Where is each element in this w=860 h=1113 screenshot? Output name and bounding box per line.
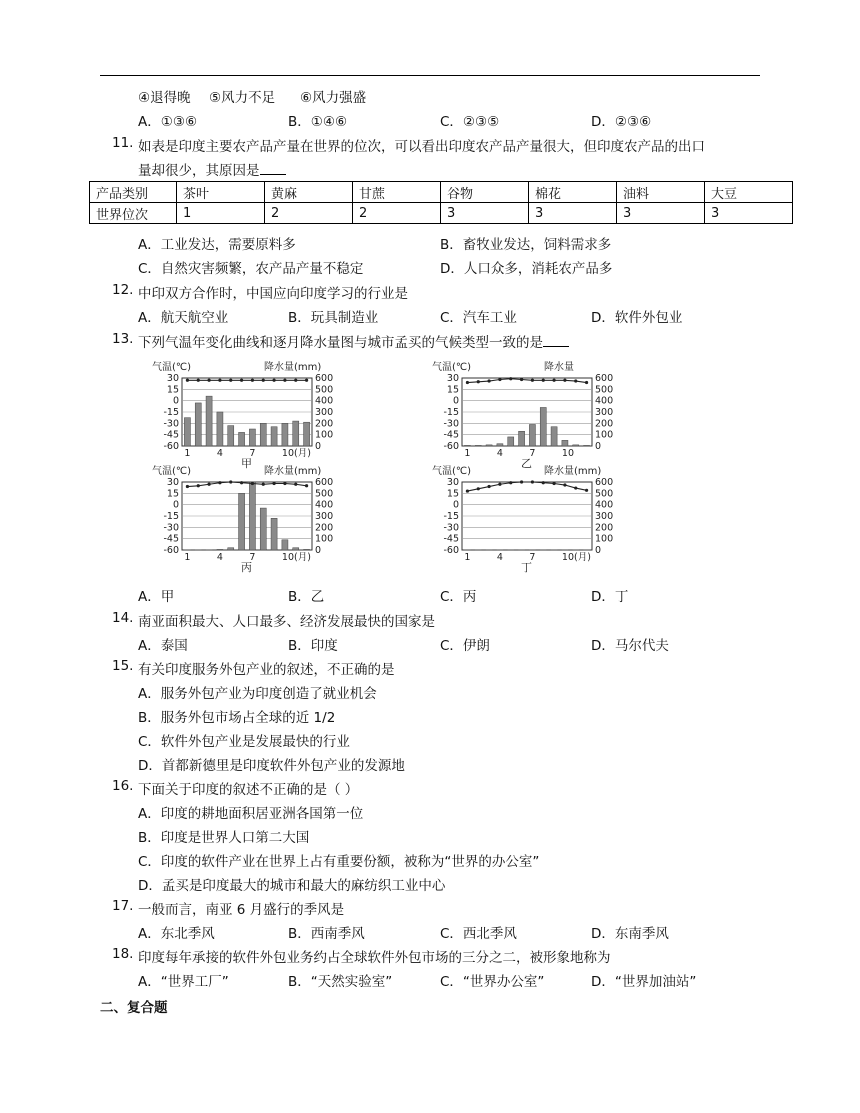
q16-option-c[interactable]: C．印度的软件产业在世界上占有重要份额，被称为“世界的办公室” <box>138 854 540 870</box>
temperature-point <box>272 379 275 382</box>
temperature-point <box>262 379 265 382</box>
precipitation-tick-label: 600 <box>315 477 334 488</box>
temperature-tick-label: 30 <box>166 477 179 488</box>
temperature-point <box>294 379 297 382</box>
table-cell: 2 <box>353 203 441 224</box>
precipitation-bar <box>475 445 481 446</box>
precipitation-tick-label: 300 <box>595 407 614 418</box>
climate-charts <box>150 356 620 578</box>
precipitation-tick-label: 200 <box>315 522 334 534</box>
chart-name-label: 丙 <box>241 561 252 574</box>
q14-option-a[interactable]: A．泰国 <box>138 638 188 654</box>
temperature-tick-label: -15 <box>443 511 459 522</box>
month-tick-label: 7 <box>249 448 256 459</box>
chart-name-label: 甲 <box>241 457 252 470</box>
precipitation-bar <box>497 444 503 446</box>
precipitation-bar <box>508 437 514 446</box>
precipitation-bar <box>584 445 590 446</box>
q13-option-b[interactable]: B．乙 <box>288 589 325 605</box>
table-cell: 大豆 <box>705 182 793 203</box>
temperature-point <box>563 483 566 486</box>
chart-name-label: 乙 <box>521 457 532 470</box>
q18-option-d[interactable]: D．“世界加油站” <box>591 974 697 990</box>
month-tick-label: 1 <box>464 552 471 563</box>
precipitation-tick-label: 500 <box>595 488 614 500</box>
precipitation-tick-label: 400 <box>595 395 614 407</box>
q17-number: 17. <box>112 898 134 914</box>
precipitation-tick-label: 100 <box>595 533 614 545</box>
q16-text: 下面关于印度的叙述不正确的是（ ） <box>138 782 359 798</box>
precipitation-bar <box>217 549 223 550</box>
temperature-point <box>229 480 232 483</box>
temperature-tick-label: -30 <box>443 522 459 534</box>
table-row <box>90 203 793 224</box>
temperature-point <box>305 379 308 382</box>
precipitation-bar <box>282 423 288 446</box>
precipitation-bar <box>464 445 470 446</box>
q12-option-a[interactable]: A．航天航空业 <box>138 310 229 326</box>
q13-option-c[interactable]: C．丙 <box>440 589 477 605</box>
temperature-line <box>467 482 586 491</box>
temperature-point <box>207 483 210 486</box>
temperature-point <box>563 379 566 382</box>
q15-text: 有关印度服务外包产业的叙述，不正确的是 <box>138 662 395 678</box>
top-option-4: ④退得晚 <box>138 90 191 106</box>
q18-option-a[interactable]: A．“世界工厂” <box>138 974 229 990</box>
q14-option-d[interactable]: D．马尔代夫 <box>591 638 669 654</box>
precipitation-bar <box>184 418 190 446</box>
temperature-point <box>272 482 275 485</box>
temperature-tick-label: 15 <box>446 384 459 396</box>
precipitation-tick-label: 200 <box>315 418 334 430</box>
top-option-5: ⑤风力不足 <box>209 90 276 106</box>
temperature-point <box>542 379 545 382</box>
q11-option-a[interactable]: A．工业发达，需要原料多 <box>138 237 296 253</box>
q18-text: 印度每年承接的软件外包业务约占全球软件外包市场的三分之二，被形象地称为 <box>138 950 611 966</box>
q13-text: 下列气温年变化曲线和逐月降水量图与城市孟买的气候类型一致的是 <box>138 331 569 351</box>
precipitation-tick-label: 100 <box>315 429 334 441</box>
q12-option-c[interactable]: C．汽车工业 <box>440 310 517 326</box>
month-tick-label: 1 <box>184 448 191 459</box>
q13-number: 13. <box>112 331 134 347</box>
temperature-tick-label: 0 <box>452 499 459 511</box>
temperature-point <box>487 485 490 488</box>
table-cell: 3 <box>529 203 617 224</box>
temperature-point <box>585 381 588 384</box>
table-cell: 茶叶 <box>177 182 265 203</box>
q11-text-1: 如表是印度主要农产品产量在世界的位次，可以看出印度农产品产量很大，但印度农产品的出口 <box>138 139 705 155</box>
temperature-tick-label: 15 <box>166 488 179 500</box>
q17-text: 一般而言，南亚 6 月盛行的季风是 <box>138 902 345 918</box>
temperature-line <box>467 379 586 383</box>
table-cell: 3 <box>441 203 529 224</box>
q16-option-d[interactable]: D．孟买是印度最大的城市和最大的麻纺织工业中心 <box>138 878 446 894</box>
temperature-tick-label: -60 <box>443 441 459 452</box>
q12-text: 中印双方合作时，中国应向印度学习的行业是 <box>138 286 408 302</box>
table-cell: 油料 <box>617 182 705 203</box>
chart-name-label: 丁 <box>521 561 532 574</box>
temperature-tick-label: -45 <box>163 429 179 441</box>
temperature-axis-label: 气温(℃) <box>152 466 192 477</box>
temperature-point <box>531 480 534 483</box>
table-cell: 2 <box>265 203 353 224</box>
temperature-point <box>283 379 286 382</box>
temperature-point <box>283 482 286 485</box>
month-tick-label: 10(月) <box>281 448 311 459</box>
top-option-6: ⑥风力强盛 <box>300 90 367 106</box>
temperature-point <box>542 481 545 484</box>
month-tick-label: 10(月) <box>281 552 311 563</box>
month-tick-label: 1 <box>464 448 471 459</box>
temperature-point <box>229 379 232 382</box>
month-tick-label: 7 <box>529 448 536 459</box>
table-cell: 3 <box>617 203 705 224</box>
temperature-point <box>218 379 221 382</box>
temperature-point <box>197 484 200 487</box>
q11-option-c[interactable]: C．自然灾害频繁，农产品产量不稳定 <box>138 261 364 277</box>
precipitation-tick-label: 500 <box>315 384 334 396</box>
q14-text: 南亚面积最大、人口最多、经济发展最快的国家是 <box>138 614 435 630</box>
q11-text-2: 量却很少，其原因是 <box>138 159 286 179</box>
month-tick-label: 10(月) <box>561 552 591 563</box>
temperature-tick-label: 0 <box>452 395 459 407</box>
precipitation-tick-label: 0 <box>595 441 602 452</box>
precipitation-tick-label: 300 <box>595 511 614 522</box>
temperature-point <box>487 379 490 382</box>
table-cell: 1 <box>177 203 265 224</box>
q13-option-d[interactable]: D．丁 <box>591 589 629 605</box>
temperature-tick-label: -45 <box>443 533 459 545</box>
q10-option-a[interactable]: A．①③⑥ <box>138 114 198 130</box>
temperature-point <box>498 378 501 381</box>
table-cell: 谷物 <box>441 182 529 203</box>
q17-option-c[interactable]: C．西北季风 <box>440 926 517 942</box>
temperature-point <box>251 379 254 382</box>
precipitation-bar <box>217 412 223 446</box>
temperature-point <box>305 484 308 487</box>
temperature-point <box>552 379 555 382</box>
q17-option-a[interactable]: A．东北季风 <box>138 926 215 942</box>
temperature-tick-label: -45 <box>163 533 179 545</box>
temperature-point <box>197 379 200 382</box>
precipitation-bar <box>573 445 579 446</box>
table-cell: 棉花 <box>529 182 617 203</box>
q14-number: 14. <box>112 610 134 626</box>
temperature-point <box>520 378 523 381</box>
temperature-tick-label: 30 <box>166 373 179 384</box>
q10-option-b[interactable]: B．①④⑥ <box>288 114 348 130</box>
precipitation-tick-label: 600 <box>595 477 614 488</box>
month-tick-label: 4 <box>496 448 503 459</box>
precipitation-axis-label: 降水量(mm) <box>264 466 322 477</box>
temperature-point <box>477 380 480 383</box>
q15-option-c[interactable]: C．软件外包产业是发展最快的行业 <box>138 734 350 750</box>
q14-option-c[interactable]: C．伊朗 <box>440 638 490 654</box>
table-header-row <box>90 182 793 203</box>
temperature-axis-label: 气温(℃) <box>432 362 472 373</box>
q15-option-b[interactable]: B．服务外包市场占全球的近 1/2 <box>138 710 336 726</box>
temperature-point <box>585 489 588 492</box>
temperature-tick-label: 15 <box>166 384 179 396</box>
precipitation-tick-label: 500 <box>595 384 614 396</box>
temperature-point <box>240 481 243 484</box>
precipitation-tick-label: 300 <box>315 407 334 418</box>
temperature-tick-label: -15 <box>443 407 459 418</box>
precipitation-bar <box>293 421 299 446</box>
q13-option-a[interactable]: A．甲 <box>138 589 175 605</box>
temperature-point <box>498 483 501 486</box>
precipitation-tick-label: 200 <box>595 418 614 430</box>
precipitation-bar <box>304 549 310 550</box>
precipitation-tick-label: 0 <box>315 441 322 452</box>
q12-number: 12. <box>112 282 134 298</box>
precipitation-axis-label: 降水量(mm) <box>544 466 602 477</box>
header-rule <box>100 75 760 76</box>
q18-option-b[interactable]: B．“天然实验室” <box>288 974 393 990</box>
temperature-point <box>509 377 512 380</box>
q16-number: 16. <box>112 778 134 794</box>
temperature-tick-label: 15 <box>446 488 459 500</box>
precipitation-bar <box>304 422 310 446</box>
table-cell: 黄麻 <box>265 182 353 203</box>
q12-option-b[interactable]: B．玩具制造业 <box>288 310 379 326</box>
month-tick-label: 10 <box>561 448 575 459</box>
precipitation-tick-label: 600 <box>315 373 334 384</box>
temperature-point <box>574 486 577 489</box>
temperature-tick-label: 0 <box>172 499 179 511</box>
temperature-point <box>574 379 577 382</box>
month-tick-label: 4 <box>216 552 223 563</box>
q18-number: 18. <box>112 946 134 962</box>
temperature-point <box>186 379 189 382</box>
temperature-tick-label: -60 <box>163 545 179 556</box>
temperature-tick-label: -45 <box>443 429 459 441</box>
temperature-point <box>262 483 265 486</box>
precipitation-bar <box>519 431 525 446</box>
precipitation-bar <box>239 493 245 550</box>
precipitation-bar <box>228 548 234 550</box>
q15-option-d[interactable]: D．首都新德里是印度软件外包产业的发源地 <box>138 758 405 774</box>
temperature-tick-label: -60 <box>443 545 459 556</box>
precipitation-bar <box>271 518 277 550</box>
precipitation-tick-label: 200 <box>595 522 614 534</box>
table-cell: 产品类别 <box>90 182 177 203</box>
precipitation-axis-label: 降水量(mm) <box>264 362 322 373</box>
q15-number: 15. <box>112 658 134 674</box>
precipitation-bar <box>529 424 535 446</box>
month-tick-label: 7 <box>529 552 536 563</box>
q12-option-d[interactable]: D．软件外包业 <box>591 310 683 326</box>
precipitation-bar <box>271 427 277 446</box>
temperature-axis-label: 气温(℃) <box>152 362 192 373</box>
temperature-point <box>509 481 512 484</box>
precipitation-tick-label: 300 <box>315 511 334 522</box>
temperature-point <box>218 481 221 484</box>
q10-option-c[interactable]: C．②③⑤ <box>440 114 500 130</box>
temperature-tick-label: -30 <box>443 418 459 430</box>
precipitation-bar <box>249 429 255 446</box>
temperature-tick-label: 30 <box>446 477 459 488</box>
precipitation-bar <box>260 423 266 446</box>
temperature-tick-label: -15 <box>163 511 179 522</box>
precipitation-tick-label: 400 <box>595 499 614 511</box>
precipitation-tick-label: 600 <box>595 373 614 384</box>
precipitation-bar <box>486 445 492 446</box>
section-heading: 二、复合题 <box>100 1000 168 1016</box>
month-tick-label: 7 <box>249 552 256 563</box>
q17-option-d[interactable]: D．东南季风 <box>591 926 669 942</box>
precipitation-bar <box>260 508 266 550</box>
precipitation-tick-label: 400 <box>315 499 334 511</box>
precipitation-bar <box>228 426 234 446</box>
temperature-point <box>477 487 480 490</box>
precipitation-bar <box>282 540 288 550</box>
month-tick-label: 4 <box>496 552 503 563</box>
q11-number: 11. <box>112 135 134 151</box>
climate-charts-svg <box>150 356 620 578</box>
temperature-line <box>187 482 306 487</box>
precipitation-bar <box>239 432 245 446</box>
q16-option-b[interactable]: B．印度是世界人口第二大国 <box>138 830 310 846</box>
precipitation-tick-label: 0 <box>595 545 602 556</box>
temperature-point <box>520 480 523 483</box>
month-tick-label: 4 <box>216 448 223 459</box>
table-cell: 3 <box>705 203 793 224</box>
precipitation-tick-label: 0 <box>315 545 322 556</box>
temperature-point <box>240 379 243 382</box>
precipitation-bar <box>540 407 546 446</box>
precipitation-tick-label: 400 <box>315 395 334 407</box>
temperature-point <box>207 379 210 382</box>
precipitation-bar <box>551 427 557 446</box>
table-cell: 甘蔗 <box>353 182 441 203</box>
precipitation-bar <box>249 482 255 550</box>
temperature-point <box>466 381 469 384</box>
temperature-point <box>552 482 555 485</box>
temperature-tick-label: -30 <box>163 522 179 534</box>
temperature-tick-label: 0 <box>172 395 179 407</box>
temperature-point <box>531 379 534 382</box>
temperature-point <box>466 489 469 492</box>
precipitation-tick-label: 500 <box>315 488 334 500</box>
precipitation-tick-label: 100 <box>315 533 334 545</box>
q11-option-b[interactable]: B．畜牧业发达，饲料需求多 <box>440 237 612 253</box>
crop-rank-table <box>89 181 793 224</box>
q15-option-a[interactable]: A．服务外包产业为印度创造了就业机会 <box>138 686 377 702</box>
precipitation-tick-label: 100 <box>595 429 614 441</box>
precipitation-bar <box>562 440 568 446</box>
precipitation-axis-label: 降水量 <box>544 362 574 373</box>
month-tick-label: 1 <box>184 552 191 563</box>
temperature-tick-label: -60 <box>163 441 179 452</box>
q14-option-b[interactable]: B．印度 <box>288 638 338 654</box>
precipitation-bar <box>206 396 212 446</box>
table-cell: 世界位次 <box>90 203 177 224</box>
temperature-point <box>294 483 297 486</box>
temperature-tick-label: 30 <box>446 373 459 384</box>
q18-option-c[interactable]: C．“世界办公室” <box>440 974 545 990</box>
temperature-point <box>251 482 254 485</box>
q16-option-a[interactable]: A．印度的耕地面积居亚洲各国第一位 <box>138 806 364 822</box>
precipitation-bar <box>293 548 299 550</box>
temperature-point <box>186 485 189 488</box>
q10-option-d[interactable]: D．②③⑥ <box>591 114 652 130</box>
precipitation-bar <box>195 403 201 446</box>
q11-option-d[interactable]: D．人口众多，消耗农产品多 <box>440 261 613 277</box>
q17-option-b[interactable]: B．西南季风 <box>288 926 365 942</box>
temperature-tick-label: -30 <box>163 418 179 430</box>
temperature-axis-label: 气温(℃) <box>432 466 472 477</box>
temperature-tick-label: -15 <box>163 407 179 418</box>
